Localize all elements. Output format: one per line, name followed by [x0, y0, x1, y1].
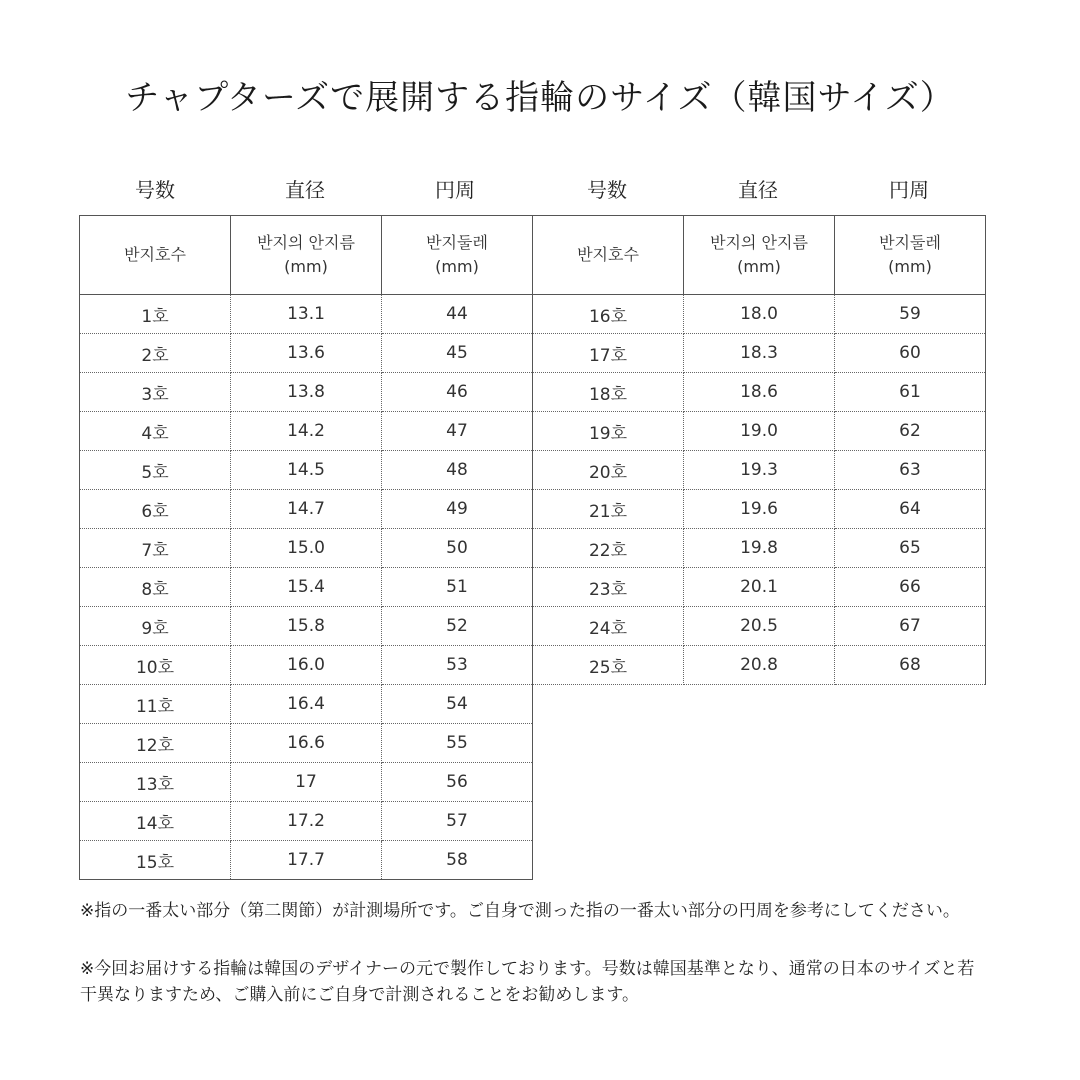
col-header-ring-size-label: 반지호수 [577, 245, 639, 264]
col-header-circumference-unit: (mm) [435, 257, 479, 276]
cell-inner-diameter: 14.2 [231, 412, 382, 451]
col-header-circumference-unit: (mm) [888, 257, 932, 276]
table-row [533, 646, 986, 685]
cell-circumference: 60 [835, 334, 986, 373]
table-row [533, 529, 986, 568]
cell-ring-size: 5호 [80, 451, 231, 490]
table-row [80, 295, 533, 334]
cell-ring-size: 10호 [80, 646, 231, 685]
cell-ring-size: 8호 [80, 568, 231, 607]
col-header-inner-diameter-label: 반지의 안지름 [710, 233, 808, 252]
table-row [80, 451, 533, 490]
cell-ring-size: 13호 [80, 763, 231, 802]
col-header-ring-size [80, 216, 231, 295]
cell-inner-diameter: 20.8 [684, 646, 835, 685]
col-header-circumference-label: 반지둘레 [426, 233, 488, 252]
cell-inner-diameter: 13.6 [231, 334, 382, 373]
table-row [533, 412, 986, 451]
table-row [533, 490, 986, 529]
table-row [80, 412, 533, 451]
cell-inner-diameter: 17.7 [231, 841, 382, 880]
page-title: チャプターズで展開する指輪のサイズ（韓国サイズ） [125, 78, 955, 118]
col-header-ring-size [533, 216, 684, 295]
cell-circumference: 61 [835, 373, 986, 412]
table-row [80, 763, 533, 802]
cell-circumference: 68 [835, 646, 986, 685]
cell-inner-diameter: 14.7 [231, 490, 382, 529]
cell-circumference: 49 [382, 490, 533, 529]
cell-inner-diameter: 18.3 [684, 334, 835, 373]
cell-ring-size: 1호 [80, 295, 231, 334]
header-diameter-left: 直径 [285, 178, 325, 202]
col-header-inner-diameter-unit: (mm) [284, 257, 328, 276]
cell-circumference: 58 [382, 841, 533, 880]
table-row [80, 568, 533, 607]
cell-ring-size: 21호 [533, 490, 684, 529]
cell-inner-diameter: 16.4 [231, 685, 382, 724]
cell-circumference: 46 [382, 373, 533, 412]
header-size-left: 号数 [135, 178, 175, 202]
table-row [533, 373, 986, 412]
cell-circumference: 54 [382, 685, 533, 724]
cell-inner-diameter: 13.8 [231, 373, 382, 412]
cell-inner-diameter: 20.1 [684, 568, 835, 607]
cell-circumference: 65 [835, 529, 986, 568]
cell-ring-size: 18호 [533, 373, 684, 412]
cell-ring-size: 22호 [533, 529, 684, 568]
cell-ring-size: 23호 [533, 568, 684, 607]
header-diameter-right: 直径 [738, 178, 778, 202]
table-row [533, 295, 986, 334]
table-row [80, 607, 533, 646]
cell-ring-size: 15호 [80, 841, 231, 880]
cell-inner-diameter: 19.8 [684, 529, 835, 568]
cell-ring-size: 12호 [80, 724, 231, 763]
table-row [80, 490, 533, 529]
cell-inner-diameter: 17 [231, 763, 382, 802]
cell-inner-diameter: 14.5 [231, 451, 382, 490]
table-row [533, 568, 986, 607]
col-header-inner-diameter-label: 반지의 안지름 [257, 233, 355, 252]
cell-ring-size: 3호 [80, 373, 231, 412]
table-row [533, 607, 986, 646]
cell-circumference: 52 [382, 607, 533, 646]
cell-circumference: 64 [835, 490, 986, 529]
header-size-right: 号数 [587, 178, 627, 202]
cell-inner-diameter: 20.5 [684, 607, 835, 646]
col-header-ring-size-label: 반지호수 [124, 245, 186, 264]
cell-ring-size: 7호 [80, 529, 231, 568]
col-header-inner-diameter-unit: (mm) [737, 257, 781, 276]
cell-ring-size: 20호 [533, 451, 684, 490]
cell-inner-diameter: 13.1 [231, 295, 382, 334]
cell-inner-diameter: 18.0 [684, 295, 835, 334]
cell-inner-diameter: 16.0 [231, 646, 382, 685]
cell-ring-size: 9호 [80, 607, 231, 646]
cell-inner-diameter: 19.6 [684, 490, 835, 529]
table-row [80, 334, 533, 373]
header-circumference-right: 円周 [889, 178, 929, 202]
cell-circumference: 63 [835, 451, 986, 490]
cell-ring-size: 6호 [80, 490, 231, 529]
cell-ring-size: 24호 [533, 607, 684, 646]
col-header-circumference [835, 216, 986, 295]
cell-circumference: 47 [382, 412, 533, 451]
cell-circumference: 59 [835, 295, 986, 334]
table-row [80, 646, 533, 685]
cell-ring-size: 11호 [80, 685, 231, 724]
cell-circumference: 50 [382, 529, 533, 568]
cell-ring-size: 4호 [80, 412, 231, 451]
cell-ring-size: 19호 [533, 412, 684, 451]
cell-circumference: 53 [382, 646, 533, 685]
cell-inner-diameter: 15.4 [231, 568, 382, 607]
cell-inner-diameter: 15.0 [231, 529, 382, 568]
size-table-right [532, 215, 986, 685]
cell-circumference: 48 [382, 451, 533, 490]
cell-inner-diameter: 19.3 [684, 451, 835, 490]
cell-inner-diameter: 19.0 [684, 412, 835, 451]
table-row [80, 685, 533, 724]
cell-ring-size: 16호 [533, 295, 684, 334]
cell-circumference: 55 [382, 724, 533, 763]
cell-circumference: 67 [835, 607, 986, 646]
table-row [80, 373, 533, 412]
cell-inner-diameter: 17.2 [231, 802, 382, 841]
note-korean-sizing: ※今回お届けする指輪は韓国のデザイナーの元で製作しております。号数は韓国基準となり、通常の日本のサイズと若干異なりますため、ご購入前にご自身で計測されることをお勧めします。 [80, 959, 975, 1005]
cell-circumference: 62 [835, 412, 986, 451]
cell-circumference: 44 [382, 295, 533, 334]
table-header-row [80, 216, 533, 295]
table-row [80, 841, 533, 880]
table-row [533, 451, 986, 490]
cell-ring-size: 17호 [533, 334, 684, 373]
cell-ring-size: 2호 [80, 334, 231, 373]
cell-ring-size: 14호 [80, 802, 231, 841]
cell-circumference: 57 [382, 802, 533, 841]
note-measurement: ※指の一番太い部分（第二関節）が計測場所です。ご自身で測った指の一番太い部分の円周を参考にしてください。 [80, 901, 960, 921]
table-row [80, 802, 533, 841]
cell-inner-diameter: 15.8 [231, 607, 382, 646]
table-row [80, 529, 533, 568]
table-row [533, 334, 986, 373]
size-table-left [79, 215, 533, 880]
cell-circumference: 56 [382, 763, 533, 802]
cell-circumference: 66 [835, 568, 986, 607]
table-header-row [533, 216, 986, 295]
cell-inner-diameter: 18.6 [684, 373, 835, 412]
cell-ring-size: 25호 [533, 646, 684, 685]
table-row [80, 724, 533, 763]
col-header-circumference-label: 반지둘레 [879, 233, 941, 252]
col-header-circumference [382, 216, 533, 295]
col-header-inner-diameter [684, 216, 835, 295]
col-header-inner-diameter [231, 216, 382, 295]
cell-circumference: 45 [382, 334, 533, 373]
cell-inner-diameter: 16.6 [231, 724, 382, 763]
cell-circumference: 51 [382, 568, 533, 607]
header-circumference-left: 円周 [435, 178, 475, 202]
